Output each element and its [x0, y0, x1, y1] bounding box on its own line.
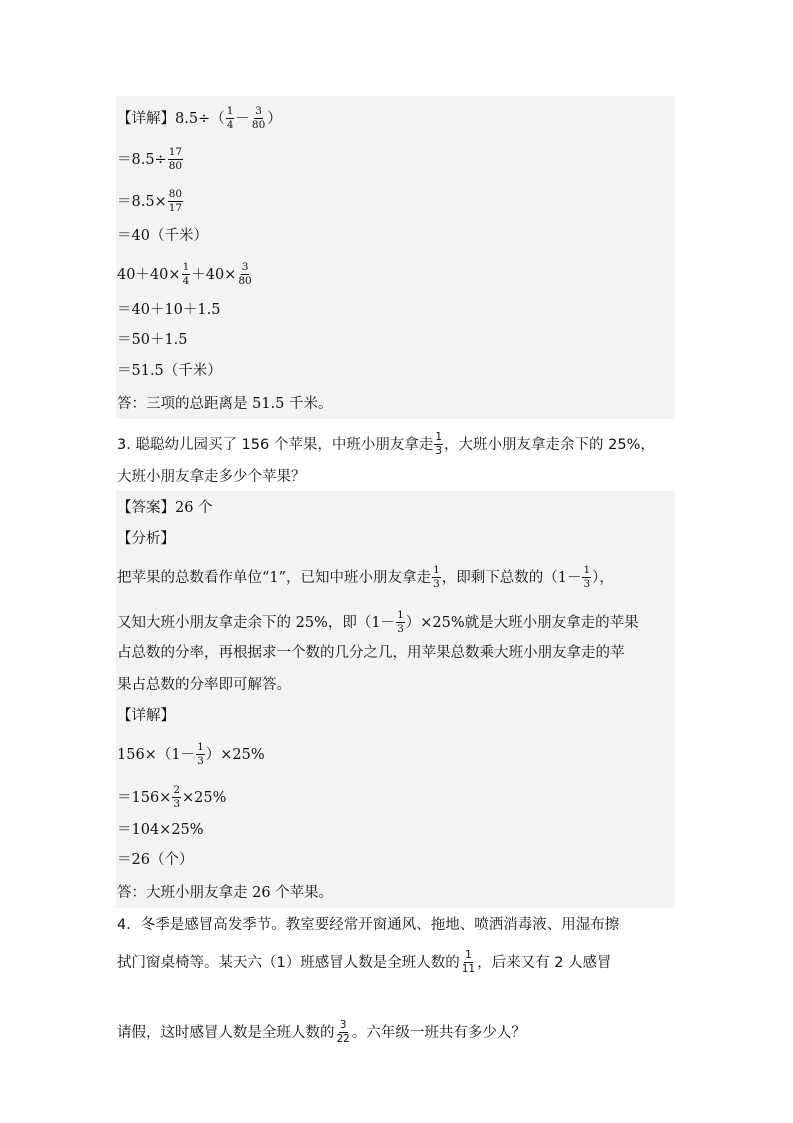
calc-line-1: 156×（1－ $\frac{1}{3}$ ）×25%	[117, 741, 265, 767]
fraction: $\frac{1}{3}$	[397, 609, 404, 635]
detail-label: 【详解】	[117, 708, 175, 724]
detail-line-1: 【详解】 8.5÷（ $\frac{1}{4}$ － $\frac{3}{80}$ ）	[117, 105, 282, 131]
fraction: $\frac{1}{11}$	[461, 949, 476, 975]
detail-line-5: 40＋40× $\frac{1}{4}$ ＋40× $\frac{3}{80}$	[117, 261, 252, 287]
question-4-line-3: 请假，这时感冒人数是全班人数的 $\frac{3}{22}$ 。六年级一班共有多少人？	[117, 1019, 526, 1045]
question-4-line-1: 4．冬季是感冒高发季节。教室要经常开窗通风、拖地、喷洒消毒液、用湿布擦	[117, 917, 620, 933]
answer-line: 答：大班小朋友拿走 26 个苹果。	[117, 885, 334, 901]
question-3-line-1: 3. 聪聪幼儿园买了 156 个苹果，中班小朋友拿走 $\frac{1}{3}$ ，大班小朋友拿走余下的 25%，	[117, 431, 655, 457]
fraction: $\frac{1}{3}$	[583, 564, 591, 590]
fraction: $\frac{80}{17}$	[168, 188, 183, 214]
fraction: $\frac{1}{3}$	[435, 431, 443, 457]
calc-line-3: ＝104×25%	[117, 822, 204, 838]
analysis-line-2: 又知大班小朋友拿走余下的 25%，即（1－ $\frac{1}{3}$ ）×25%就是大班小朋友拿走的苹果	[117, 609, 639, 635]
fraction: $\frac{3}{80}$	[238, 261, 252, 287]
fraction: $\frac{2}{3}$	[173, 784, 181, 810]
fraction: $\frac{3}{80}$	[251, 105, 266, 131]
calc-line-4: ＝26（个）	[117, 852, 194, 868]
question-3-line-2: 大班小朋友拿走多少个苹果？	[117, 469, 306, 485]
detail-line-6: ＝40＋10＋1.5	[117, 302, 221, 318]
analysis-line-4: 果占总数的分率即可解答。	[117, 677, 291, 693]
solution-block-3	[116, 491, 675, 908]
question-4-line-2: 拭门窗桌椅等。某天六（1）班感冒人数是全班人数的 $\frac{1}{11}$ ，后来又有 2 人感冒	[117, 949, 612, 975]
calc-line-2: ＝156× $\frac{2}{3}$ ×25%	[117, 784, 227, 810]
detail-line-8: ＝51.5（千米）	[117, 363, 222, 379]
fraction: $\frac{1}{3}$	[197, 741, 204, 767]
fraction: $\frac{1}{4}$	[226, 105, 234, 131]
fraction: $\frac{17}{80}$	[168, 146, 183, 172]
analysis-line-3: 占总数的分率，再根据求一个数的几分之几，用苹果总数乘大班小朋友拿走的苹	[117, 645, 625, 661]
detail-line-2: ＝8.5÷ $\frac{17}{80}$	[117, 146, 183, 172]
analysis-line-1: 把苹果的总数看作单位“1”，已知中班小朋友拿走 $\frac{1}{3}$ ，即剩下总数的（1－ $\frac{1}{3}$ ），	[117, 564, 614, 590]
analysis-label: 【分析】	[117, 531, 175, 547]
detail-label: 【详解】	[117, 110, 175, 127]
fraction: $\frac{3}{22}$	[336, 1019, 350, 1045]
fraction: $\frac{1}{3}$	[433, 564, 440, 590]
detail-line-7: ＝50＋1.5	[117, 332, 188, 348]
detail-line-3: ＝8.5× $\frac{80}{17}$	[117, 188, 183, 214]
answer-line: 答：三项的总距离是 51.5 千米。	[117, 396, 333, 412]
fraction: $\frac{1}{4}$	[182, 261, 190, 287]
detail-line-4: ＝40（千米）	[117, 228, 208, 244]
answer-label: 【答案】26 个	[117, 500, 213, 516]
